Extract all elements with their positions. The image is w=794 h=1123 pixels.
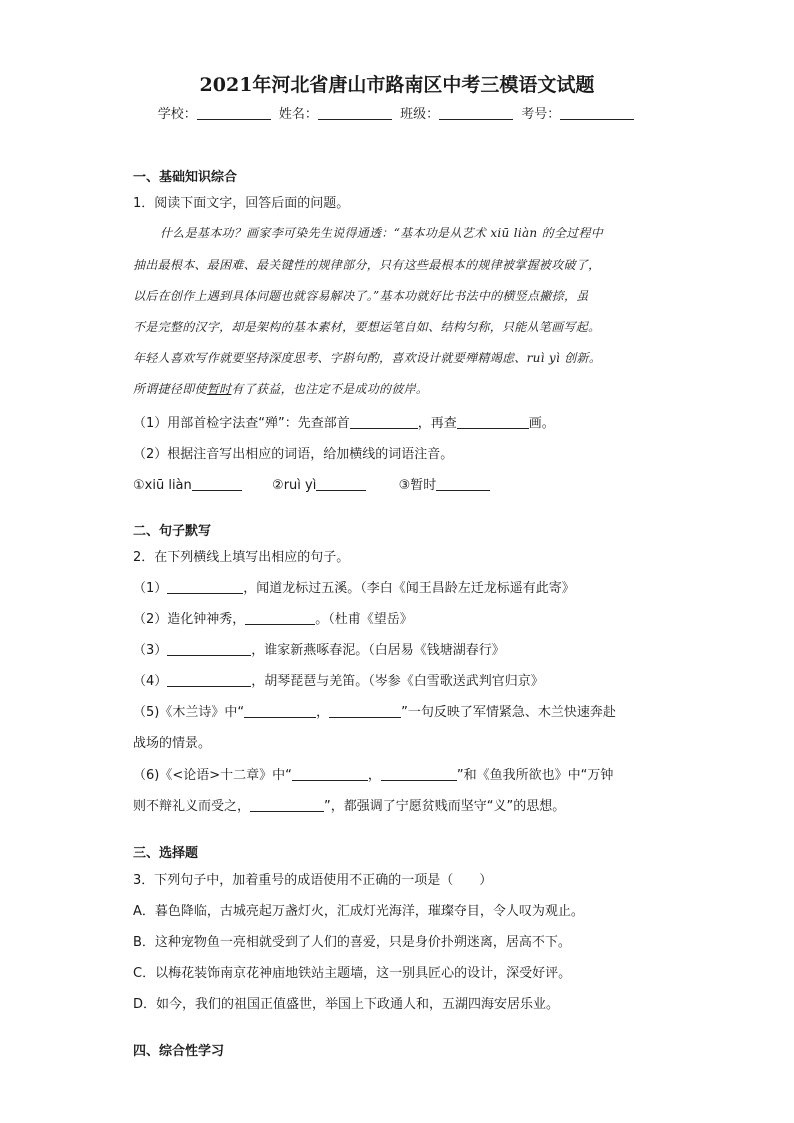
q2-text: ，胡琴琵琶与羌笛。（岑参《白雪歌送武判官归京》 <box>251 674 544 689</box>
q2-line <box>133 639 505 658</box>
exam-no-blank[interactable] <box>560 105 634 120</box>
answer-blank[interactable] <box>250 798 324 812</box>
class-blank[interactable] <box>439 105 513 120</box>
answer-blank[interactable] <box>350 415 418 429</box>
q1-sub1-text: 画。 <box>528 416 555 431</box>
answer-blank[interactable] <box>329 704 401 718</box>
q2-text: （6)《<论语>十二章》中“ <box>133 768 292 783</box>
answer-blank[interactable] <box>457 415 529 429</box>
student-info-row <box>0 103 794 122</box>
q3-option-d[interactable]: D．如今，我们的祖国正值盛世，举国上下政通人和，五湖四海安居乐业。 <box>133 997 560 1012</box>
passage-line: 以后在创作上遇到具体问题也就容易解决了。”基本功就好比书法中的横竖点撇捺，虽 <box>133 289 589 303</box>
q2-text: 。（杜甫《望岳》 <box>315 612 413 627</box>
answer-blank[interactable] <box>316 477 366 491</box>
q3-prompt: 3．下列句子中，加着重号的成语使用不正确的一项是（ ） <box>133 873 493 888</box>
q2-text: （5)《木兰诗》中“ <box>133 705 245 720</box>
passage-line: 不是完整的汉字，却是架构的基本素材，要想运笔自如、结构匀称，只能从笔画写起。 <box>133 320 601 334</box>
answer-blank[interactable] <box>436 477 490 491</box>
q2-text: ，谁家新燕啄春泥。（白居易《钱塘湖春行》 <box>251 643 505 658</box>
q2-text: ”和《鱼我所欲也》中“万钟 <box>456 768 614 783</box>
emphasized-word: 暂时 <box>206 382 232 396</box>
passage-line: 什么是基本功？画家李可染先生说得通透：“基本功是从艺术 xiū liàn 的全过程中 <box>160 226 604 240</box>
answer-blank[interactable] <box>167 580 243 594</box>
section-heading-multiple-choice: 三、选择题 <box>133 846 199 861</box>
class-label: 班级： <box>400 107 440 122</box>
page-title: 2021年河北省唐山市路南区中考三模语文试题 <box>199 74 595 96</box>
q2-line <box>133 577 575 596</box>
q2-line <box>133 795 565 814</box>
answer-blank[interactable] <box>192 477 242 491</box>
answer-blank[interactable] <box>245 611 315 625</box>
q2-line <box>133 701 616 720</box>
q2-text: 则不辩礼义而受之， <box>133 799 251 814</box>
q2-text: ， <box>316 705 330 720</box>
q3-option-b[interactable]: B．这种宠物鱼一亮相就受到了人们的喜爱，只是身价扑朔迷离，居高不下。 <box>133 935 571 950</box>
exam-no-label: 考号： <box>521 107 561 122</box>
section-heading-recitation: 二、句子默写 <box>133 524 212 539</box>
q3-option-c[interactable]: C．以梅花装饰南京花神庙地铁站主题墙，这一别具匠心的设计，深受好评。 <box>133 966 572 981</box>
q1-sub1-text: ，再查 <box>417 416 457 431</box>
answer-blank[interactable] <box>244 704 316 718</box>
q1-blanks-row <box>133 474 490 493</box>
q2-text: ”，都强调了宁愿贫贱而坚守“义”的思想。 <box>324 799 566 814</box>
answer-blank[interactable] <box>167 642 251 656</box>
name-blank[interactable] <box>318 105 392 120</box>
passage-line: 年轻人喜欢写作就要坚持深度思考、字斟句酌，喜欢设计就要殚精竭虑、ruì yì 创新。 <box>133 351 602 365</box>
passage-line: 抽出最根本、最困难、最关键性的规律部分，只有这些最根本的规律被掌握被攻破了， <box>133 258 601 272</box>
passage-text: 所谓捷径即使 <box>133 382 207 396</box>
section-heading-comprehensive-study: 四、综合性学习 <box>133 1044 225 1059</box>
q3-option-a[interactable]: A．暮色降临，古城亮起万盏灯火，汇成灯光海洋，璀璨夺目，令人叹为观止。 <box>133 904 584 919</box>
q1-sub2: （2）根据注音写出相应的词语，给加横线的词语注音。 <box>133 447 454 462</box>
blank-label: ③暂时 <box>398 478 437 493</box>
answer-blank[interactable] <box>167 673 251 687</box>
blank-label: ②ruì yì <box>272 478 317 493</box>
q1-sub1 <box>133 412 555 431</box>
q2-line: 战场的情景。 <box>133 736 212 751</box>
passage-text: 有了获益，也注定不是成功的彼岸。 <box>231 382 429 396</box>
q2-text: ”一句反映了军情紧急、木兰快速奔赴 <box>401 705 616 720</box>
answer-blank[interactable] <box>381 767 457 781</box>
q2-text: （4） <box>133 674 168 689</box>
q2-text: （1） <box>133 581 168 596</box>
q2-text: （3） <box>133 643 168 658</box>
q2-text: ， <box>367 768 381 783</box>
q2-line <box>133 670 544 689</box>
passage-line <box>133 380 673 397</box>
q1-prompt: 1．阅读下面文字，回答后面的问题。 <box>133 196 350 211</box>
q2-text: ，闻道龙标过五溪。（李白《闻王昌龄左迁龙标遥有此寄》 <box>243 581 575 596</box>
school-blank[interactable] <box>197 105 271 120</box>
blank-label: ①xiū liàn <box>133 478 192 493</box>
q1-sub1-text: （1）用部首检字法查“殚”：先查部首 <box>133 416 350 431</box>
q2-line <box>133 764 613 783</box>
q2-prompt: 2．在下列横线上填写出相应的句子。 <box>133 550 350 565</box>
school-label: 学校： <box>157 107 197 122</box>
answer-blank[interactable] <box>292 767 368 781</box>
name-label: 姓名： <box>278 107 318 122</box>
q2-line <box>133 608 413 627</box>
section-heading-basic-knowledge: 一、基础知识综合 <box>133 170 238 185</box>
q2-text: （2）造化钟神秀， <box>133 612 246 627</box>
